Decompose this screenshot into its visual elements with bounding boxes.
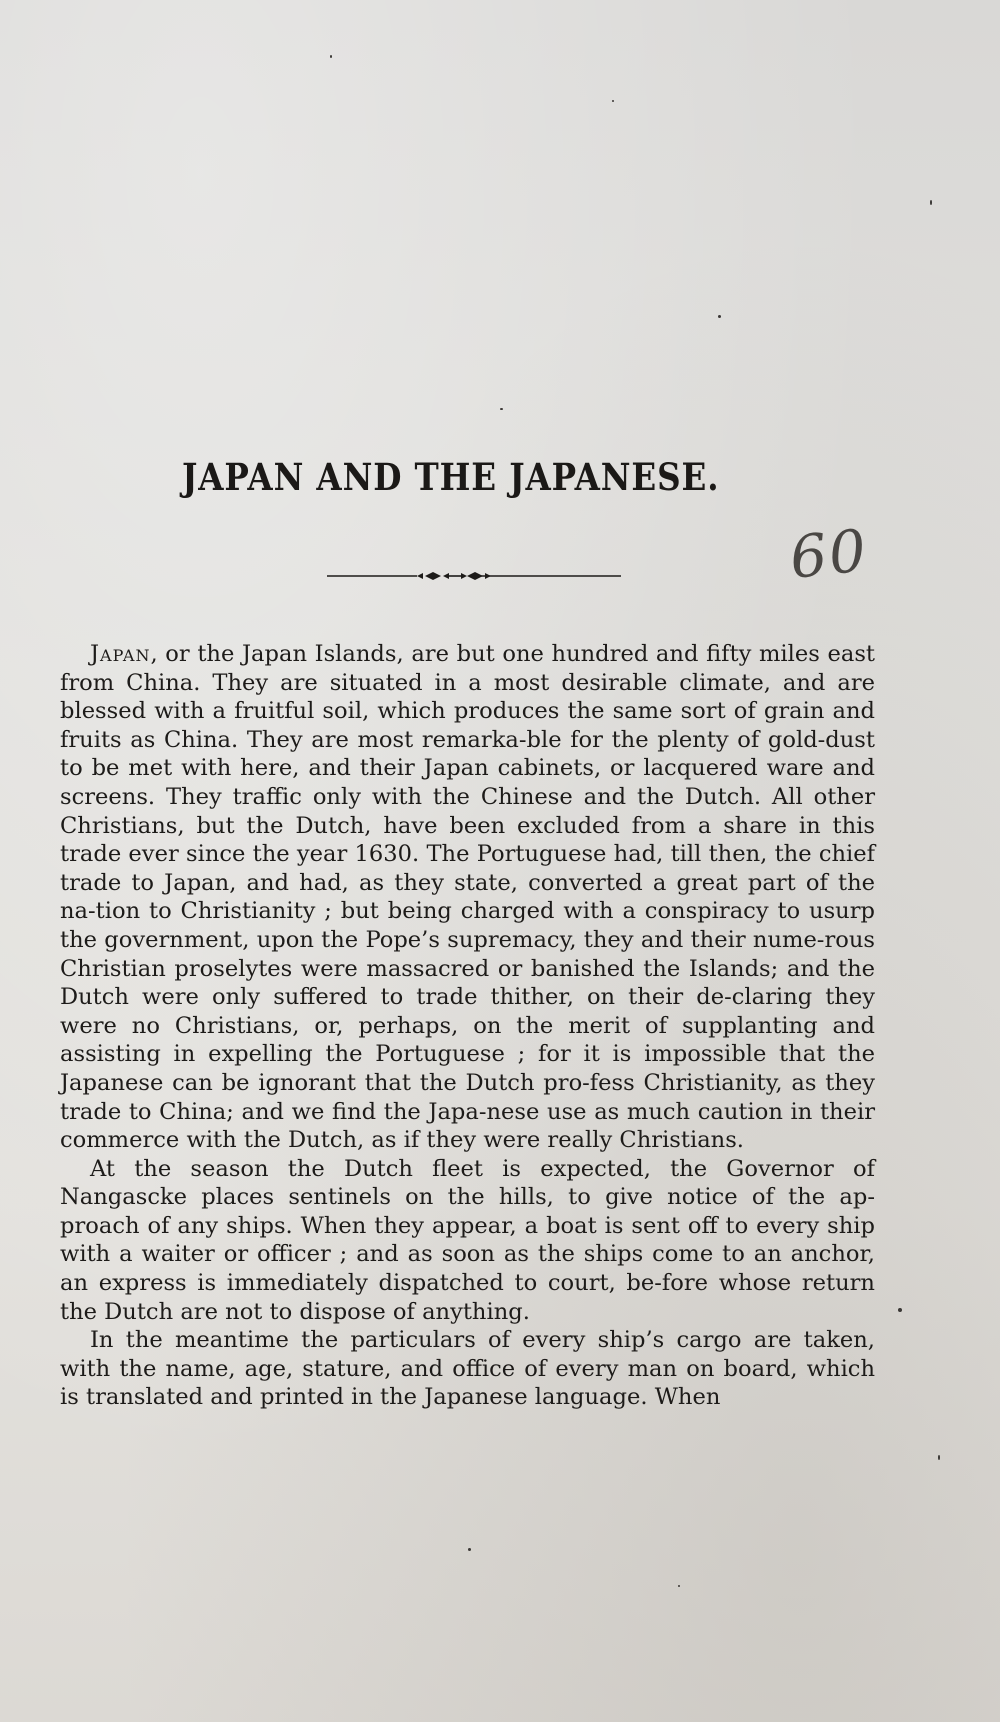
paragraph-3: In the meantime the particulars of every ship’s cargo are taken, with the name, age, stature, and office of every man on board, which is translated and printed in the Japanese language. When — [60, 1327, 875, 1411]
paragraph-1 — [60, 640, 875, 1155]
paper-speck — [898, 1308, 902, 1312]
page-title: JAPAN AND THE JAPANESE. — [182, 455, 720, 499]
paper-speck — [612, 100, 614, 102]
paper-speck — [938, 1455, 940, 1460]
paper-speck — [330, 55, 332, 58]
paragraph-2: At the season the Dutch fleet is expected, the Governor of Nangascke places sentinels on the hills, to give notice of the ap-proach of any ships. When they appear, a boat is sent off to every ship with a waiter or officer ; and as soon as the ships come to an anchor, an express is immediately dispatched to court, be-fore whose return the Dutch are not to dispose of anything. — [60, 1155, 875, 1325]
body-text — [60, 640, 875, 1412]
paper-speck — [468, 1548, 471, 1551]
ornamental-rule — [325, 568, 625, 584]
paragraph-text: , or the Japan Islands, are but one hundred and fifty miles east from China. They are situated in a most desirable climate, and are blessed with a fruitful soil, which produces the same sort of grain and fruits as China. They are most remarka-ble for the plenty of gold-dust to be met with here, and their Japan cabinets, or lacquered ware and screens. They traffic only with the Chinese and the Dutch. All other Christians, but the Dutch, have been excluded from a share in this trade ever since the year 1630. The Portuguese had, till then, the chief trade to Japan, and had, as they state, converted a great part of the na-tion to Christianity ; but being charged with a conspiracy to usurp the government, upon the Pope’s supremacy, they and their nume-rous Christian proselytes were massacred or banished the Islands; and the Dutch were only suffered to trade thither, on their de-claring they were no Christians, or, perhaps, on the merit of supplanting and assisting in expelling the Portuguese ; for it is impossible that the Japanese can be ignorant that the Dutch pro-fess Christianity, as they trade to China; and we find the Japa-nese use as much caution in their commerce with the Dutch, as if they were really Christians. — [60, 641, 875, 1154]
lead-word: Japan — [90, 641, 151, 667]
paper-speck — [500, 408, 503, 410]
paper-speck — [930, 200, 932, 205]
paper-speck — [678, 1585, 680, 1587]
paper-speck — [718, 315, 721, 318]
handwritten-page-number: 60 — [786, 516, 872, 592]
